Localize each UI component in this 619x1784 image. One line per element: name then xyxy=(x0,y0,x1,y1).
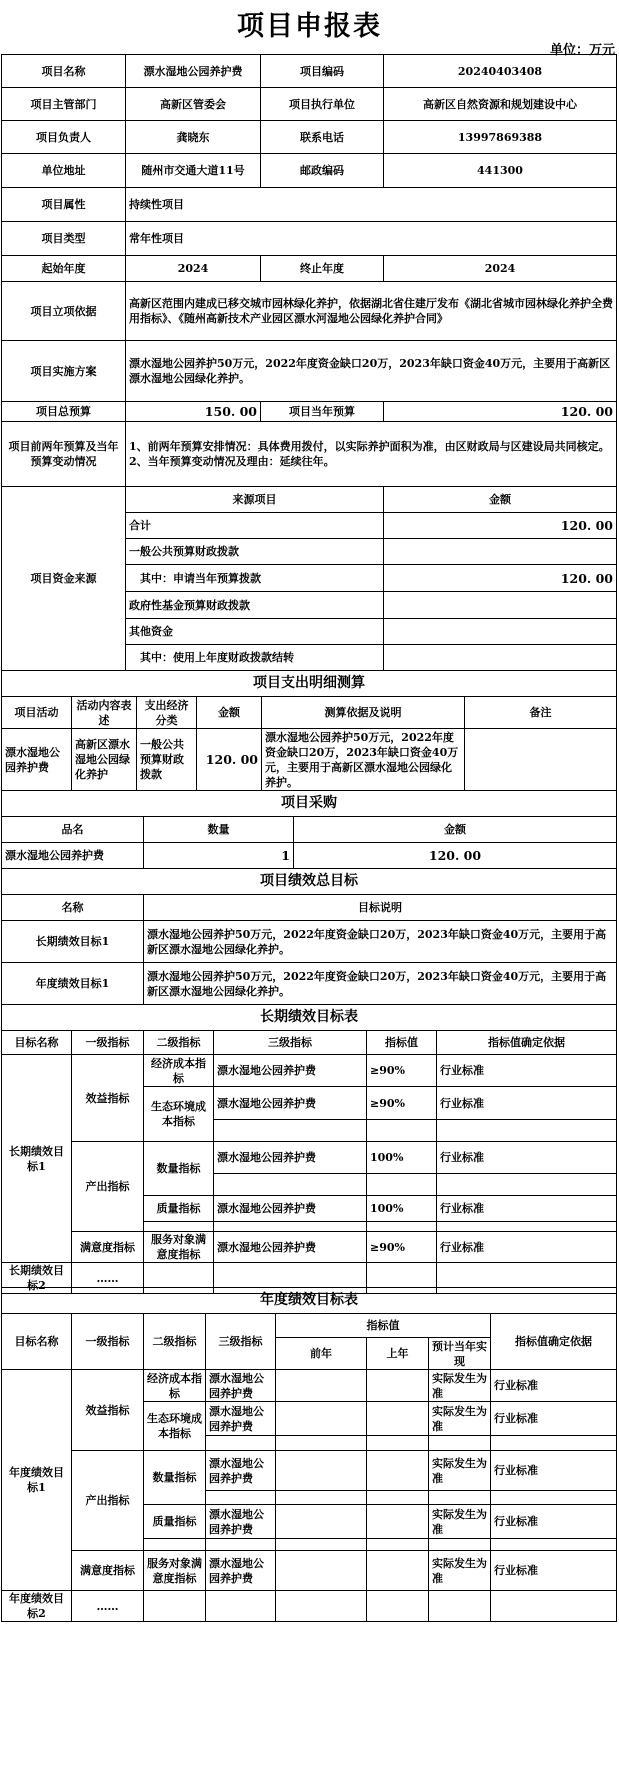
long-level2: 经济成本指标 xyxy=(144,1055,214,1087)
annual-level2: 经济成本指标 xyxy=(144,1370,206,1402)
long-level3: 漂水湿地公园养护费 xyxy=(214,1196,367,1222)
annual-level2: 服务对象满意度指标 xyxy=(144,1551,206,1591)
annual-empty-cell xyxy=(276,1505,367,1539)
long-term-table xyxy=(1,1004,617,1294)
annual-table xyxy=(1,1287,617,1622)
annual-level3: 漂水湿地公园养护费 xyxy=(206,1370,276,1402)
annual-head-prev: 上年 xyxy=(367,1338,429,1370)
annual-level3: 漂水湿地公园养护费 xyxy=(206,1505,276,1539)
value-total-budget: 150. 00 xyxy=(126,402,261,422)
label-project-name: 项目名称 xyxy=(2,55,126,88)
annual-empty-cell xyxy=(206,1436,276,1451)
annual-current: 实际发生为准 xyxy=(429,1505,491,1539)
value-end-year: 2024 xyxy=(384,256,617,282)
long-level2: 服务对象满意度指标 xyxy=(144,1232,214,1263)
detail-amount: 120. 00 xyxy=(197,729,262,791)
annual-empty-cell xyxy=(491,1539,617,1551)
annual-empty-cell xyxy=(206,1591,276,1622)
label-budget-change: 项目前两年预算及当年预算变动情况 xyxy=(2,422,126,487)
label-attr: 项目属性 xyxy=(2,188,126,222)
value-project-code: 20240403408 xyxy=(384,55,617,88)
label-dept: 项目主管部门 xyxy=(2,88,126,121)
value-current-budget: 120. 00 xyxy=(384,402,617,422)
annual-level2: 质量指标 xyxy=(144,1505,206,1539)
purchase-amount: 120. 00 xyxy=(294,843,617,869)
detail-note xyxy=(465,729,617,791)
value-zip: 441300 xyxy=(384,154,617,188)
annual-empty-cell xyxy=(276,1491,367,1505)
annual-empty-cell xyxy=(429,1436,491,1451)
long-level2: 质量指标 xyxy=(144,1196,214,1222)
annual-level1-benefit: 效益指标 xyxy=(72,1370,144,1451)
long-head-value: 指标值 xyxy=(367,1031,437,1055)
long-head-basis: 指标值确定依据 xyxy=(437,1031,617,1055)
long-level3: 漂水湿地公园养护费 xyxy=(214,1142,367,1174)
annual-head-basis: 指标值确定依据 xyxy=(491,1314,617,1370)
long-level3: 漂水湿地公园养护费 xyxy=(214,1087,367,1120)
annual-basis: 行业标准 xyxy=(491,1505,617,1539)
annual-empty-cell xyxy=(429,1491,491,1505)
annual-empty-cell xyxy=(276,1551,367,1591)
value-project-name: 漂水湿地公园养护费 xyxy=(126,55,261,88)
value-plan: 漂水湿地公园养护50万元，2022年度资金缺口20万，2023年缺口资金40万元，主要用于高新区漂水湿地公园绿化养护。 xyxy=(126,341,617,402)
annual-current: 实际发生为准 xyxy=(429,1370,491,1402)
long-level1-benefit: 效益指标 xyxy=(72,1055,144,1142)
label-owner: 项目负责人 xyxy=(2,121,126,154)
value-budget-change xyxy=(126,422,617,487)
label-basis: 项目立项依据 xyxy=(2,282,126,341)
annual-level2: 生态环境成本指标 xyxy=(144,1402,206,1451)
purchase-head-qty: 数量 xyxy=(144,817,294,843)
detail-head-class: 支出经济分类 xyxy=(137,697,197,729)
long-basis: 行业标准 xyxy=(437,1232,617,1263)
funds-row-amount xyxy=(384,592,617,619)
annual-level3: 漂水湿地公园养护费 xyxy=(206,1402,276,1436)
budget-change-line-1: 1、前两年预算安排情况：具体费用拨付，以实际养护面积为准，由区财政局与区建设局共同核定。 xyxy=(129,440,610,453)
label-plan: 项目实施方案 xyxy=(2,341,126,402)
long-empty-cell xyxy=(144,1222,214,1232)
annual-head-level1: 一级指标 xyxy=(72,1314,144,1370)
funds-table xyxy=(1,486,617,671)
perf-section-title: 项目绩效总目标 xyxy=(2,869,617,895)
value-attr: 持续性项目 xyxy=(126,188,617,222)
funds-row-name: 政府性基金预算财政拨款 xyxy=(126,592,384,619)
annual-empty-cell xyxy=(206,1491,276,1505)
annual-empty-cell xyxy=(367,1591,429,1622)
detail-section-title: 项目支出明细测算 xyxy=(2,671,617,697)
annual-head-current: 预计当年实现 xyxy=(429,1338,491,1370)
annual-empty-cell xyxy=(367,1491,429,1505)
annual-empty-cell xyxy=(367,1402,429,1436)
annual-empty-cell xyxy=(367,1436,429,1451)
long-head-target: 目标名称 xyxy=(2,1031,72,1055)
long-ellipsis: …… xyxy=(72,1263,144,1294)
long-empty-cell xyxy=(214,1120,367,1142)
annual-level3: 漂水湿地公园养护费 xyxy=(206,1451,276,1491)
label-type: 项目类型 xyxy=(2,222,126,256)
annual-basis: 行业标准 xyxy=(491,1551,617,1591)
annual-empty-cell xyxy=(429,1539,491,1551)
perf-long-desc: 漂水湿地公园养护50万元，2022年度资金缺口20万，2023年缺口资金40万元，主要用于高新区漂水湿地公园绿化养护。 xyxy=(144,921,617,963)
annual-current: 实际发生为准 xyxy=(429,1451,491,1491)
annual-empty-cell xyxy=(276,1451,367,1491)
funds-row-name: 其他资金 xyxy=(126,619,384,645)
long-value: 100% xyxy=(367,1196,437,1222)
long-basis: 行业标准 xyxy=(437,1055,617,1087)
perf-head-desc: 目标说明 xyxy=(144,895,617,921)
label-project-code: 项目编码 xyxy=(261,55,384,88)
value-dept: 高新区管委会 xyxy=(126,88,261,121)
funds-row-amount xyxy=(384,619,617,645)
long-target-2: 长期绩效目标2 xyxy=(2,1263,72,1294)
funds-row-amount xyxy=(384,645,617,671)
funds-row-name: 其中：申请当年预算拨款 xyxy=(126,565,384,592)
annual-empty-cell xyxy=(206,1539,276,1551)
value-basis: 高新区范围内建成已移交城市园林绿化养护，依据湖北省住建厅发布《湖北省城市园林绿化养护全费用指标》、《随州高新技术产业园区漂水河湿地公园绿化养护合同》 xyxy=(126,282,617,341)
long-empty-cell xyxy=(437,1174,617,1196)
annual-empty-cell xyxy=(276,1370,367,1402)
purchase-head-name: 品名 xyxy=(2,817,144,843)
value-owner: 龚晓东 xyxy=(126,121,261,154)
long-head-level3: 三级指标 xyxy=(214,1031,367,1055)
perf-goal-table xyxy=(1,868,617,1005)
label-address: 单位地址 xyxy=(2,154,126,188)
detail-head-content: 活动内容表述 xyxy=(72,697,137,729)
label-start-year: 起始年度 xyxy=(2,256,126,282)
value-type: 常年性项目 xyxy=(126,222,617,256)
perf-long-name: 长期绩效目标1 xyxy=(2,921,144,963)
long-empty-cell xyxy=(437,1222,617,1232)
basic-info-table xyxy=(1,54,617,487)
annual-empty-cell xyxy=(367,1451,429,1491)
long-section-title: 长期绩效目标表 xyxy=(2,1005,617,1031)
long-head-level2: 二级指标 xyxy=(144,1031,214,1055)
long-target-1: 长期绩效目标1 xyxy=(2,1055,72,1263)
funds-row-name: 其中：使用上年度财政拨款结转 xyxy=(126,645,384,671)
label-funds: 项目资金来源 xyxy=(2,487,126,671)
annual-empty-cell xyxy=(276,1436,367,1451)
long-empty-cell xyxy=(367,1222,437,1232)
purchase-table xyxy=(1,790,617,869)
detail-basis: 漂水湿地公园养护50万元，2022年度资金缺口20万，2023年缺口资金40万元，主要用于高新区漂水湿地公园绿化养护。 xyxy=(262,729,465,791)
annual-empty-cell xyxy=(491,1436,617,1451)
annual-empty-cell xyxy=(491,1491,617,1505)
detail-head-basis: 测算依据及说明 xyxy=(262,697,465,729)
long-empty-cell xyxy=(437,1120,617,1142)
label-end-year: 终止年度 xyxy=(261,256,384,282)
perf-head-name: 名称 xyxy=(2,895,144,921)
purchase-head-amount: 金额 xyxy=(294,817,617,843)
annual-empty-cell xyxy=(276,1591,367,1622)
value-address: 随州市交通大道11号 xyxy=(126,154,261,188)
long-empty-cell xyxy=(214,1222,367,1232)
funds-head-source: 来源项目 xyxy=(126,487,384,513)
detail-class: 一般公共预算财政拨款 xyxy=(137,729,197,791)
label-phone: 联系电话 xyxy=(261,121,384,154)
purchase-section-title: 项目采购 xyxy=(2,791,617,817)
annual-empty-cell xyxy=(491,1591,617,1622)
detail-content: 高新区漂水湿地公园绿化养护 xyxy=(72,729,137,791)
funds-row-name: 一般公共预算财政拨款 xyxy=(126,539,384,565)
annual-basis: 行业标准 xyxy=(491,1370,617,1402)
detail-head-note: 备注 xyxy=(465,697,617,729)
label-zip: 邮政编码 xyxy=(261,154,384,188)
perf-year-desc: 漂水湿地公园养护50万元，2022年度资金缺口20万，2023年缺口资金40万元，主要用于高新区漂水湿地公园绿化养护。 xyxy=(144,963,617,1005)
purchase-name: 漂水湿地公园养护费 xyxy=(2,843,144,869)
budget-change-line-2: 2、当年预算变动情况及理由：延续往年。 xyxy=(129,455,335,468)
annual-level1-satisfaction: 满意度指标 xyxy=(72,1551,144,1591)
detail-head-amount: 金额 xyxy=(197,697,262,729)
annual-head-target: 目标名称 xyxy=(2,1314,72,1370)
label-exec: 项目执行单位 xyxy=(261,88,384,121)
annual-basis: 行业标准 xyxy=(491,1451,617,1491)
long-basis: 行业标准 xyxy=(437,1087,617,1120)
value-exec: 高新区自然资源和规划建设中心 xyxy=(384,88,617,121)
funds-row-amount xyxy=(384,539,617,565)
annual-head-level2: 二级指标 xyxy=(144,1314,206,1370)
annual-empty-cell xyxy=(276,1539,367,1551)
perf-year-name: 年度绩效目标1 xyxy=(2,963,144,1005)
annual-head-level3: 三级指标 xyxy=(206,1314,276,1370)
annual-level2: 数量指标 xyxy=(144,1451,206,1505)
annual-head-prev2: 前年 xyxy=(276,1338,367,1370)
long-head-level1: 一级指标 xyxy=(72,1031,144,1055)
annual-empty-cell xyxy=(144,1591,206,1622)
long-value: ≥90% xyxy=(367,1232,437,1263)
value-phone: 13997869388 xyxy=(384,121,617,154)
annual-ellipsis: …… xyxy=(72,1591,144,1622)
long-value: ≥90% xyxy=(367,1055,437,1087)
label-current-budget: 项目当年预算 xyxy=(261,402,384,422)
value-start-year: 2024 xyxy=(126,256,261,282)
annual-empty-cell xyxy=(367,1370,429,1402)
funds-row-amount: 120. 00 xyxy=(384,513,617,539)
long-value: ≥90% xyxy=(367,1087,437,1120)
long-level1-output: 产出指标 xyxy=(72,1142,144,1232)
annual-section-title: 年度绩效目标表 xyxy=(2,1288,617,1314)
annual-empty-cell xyxy=(367,1505,429,1539)
annual-empty-cell xyxy=(367,1539,429,1551)
funds-row-name: 合计 xyxy=(126,513,384,539)
label-total-budget: 项目总预算 xyxy=(2,402,126,422)
long-empty-cell xyxy=(367,1174,437,1196)
detail-head-activity: 项目活动 xyxy=(2,697,72,729)
long-empty-cell xyxy=(214,1174,367,1196)
annual-empty-cell xyxy=(144,1539,206,1551)
annual-current: 实际发生为准 xyxy=(429,1402,491,1436)
unit-label: 单位：万元 xyxy=(549,43,615,58)
long-level3: 漂水湿地公园养护费 xyxy=(214,1055,367,1087)
annual-head-value: 指标值 xyxy=(276,1314,491,1338)
annual-empty-cell xyxy=(367,1551,429,1591)
long-level3: 漂水湿地公园养护费 xyxy=(214,1232,367,1263)
funds-head-amount: 金额 xyxy=(384,487,617,513)
annual-level3: 漂水湿地公园养护费 xyxy=(206,1551,276,1591)
annual-target-1: 年度绩效目标1 xyxy=(2,1370,72,1591)
annual-empty-cell xyxy=(429,1591,491,1622)
page-title: 项目申报表 xyxy=(237,11,382,42)
annual-empty-cell xyxy=(276,1402,367,1436)
long-level2: 数量指标 xyxy=(144,1142,214,1196)
long-basis: 行业标准 xyxy=(437,1196,617,1222)
long-value: 100% xyxy=(367,1142,437,1174)
detail-activity: 漂水湿地公园养护费 xyxy=(2,729,72,791)
funds-row-amount: 120. 00 xyxy=(384,565,617,592)
purchase-qty: 1 xyxy=(144,843,294,869)
long-level2: 生态环境成本指标 xyxy=(144,1087,214,1142)
detail-table xyxy=(1,670,617,791)
annual-current: 实际发生为准 xyxy=(429,1551,491,1591)
long-empty-cell xyxy=(367,1120,437,1142)
annual-level1-output: 产出指标 xyxy=(72,1451,144,1551)
long-basis: 行业标准 xyxy=(437,1142,617,1174)
long-level1-satisfaction: 满意度指标 xyxy=(72,1232,144,1263)
annual-basis: 行业标准 xyxy=(491,1402,617,1436)
annual-target-2: 年度绩效目标2 xyxy=(2,1591,72,1622)
